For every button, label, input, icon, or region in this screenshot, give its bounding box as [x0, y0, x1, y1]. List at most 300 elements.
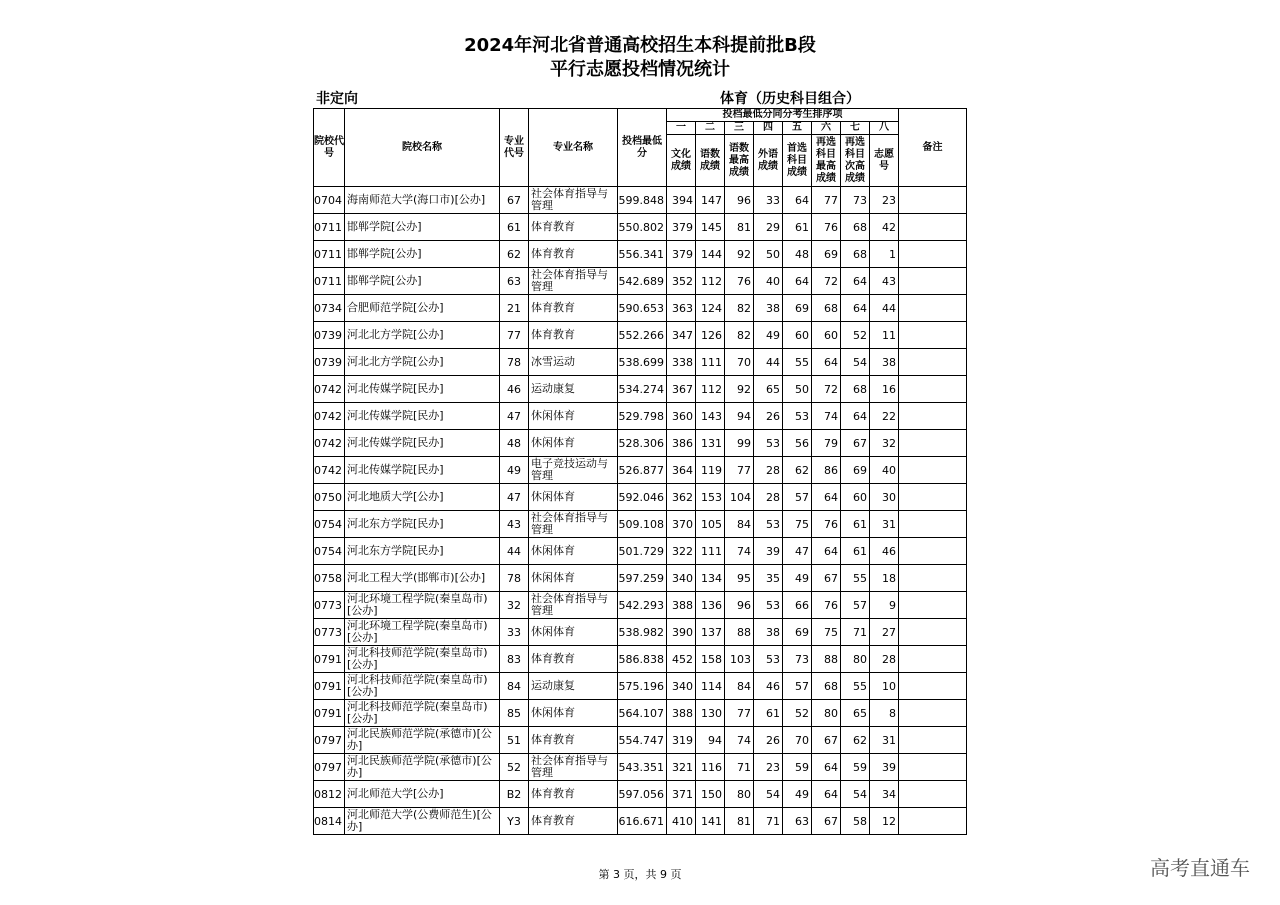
cell-remark [899, 349, 967, 376]
cell-culture: 340 [667, 673, 696, 700]
cell-school-code: 0742 [314, 430, 345, 457]
cell-second-max: 64 [812, 754, 841, 781]
cell-min-score: 597.259 [618, 565, 667, 592]
cell-first-subject: 66 [783, 592, 812, 619]
cell-chinese-math-max: 77 [725, 700, 754, 727]
cell-second-next: 55 [841, 673, 870, 700]
header-rank: 八 [870, 122, 899, 135]
cell-second-next: 62 [841, 727, 870, 754]
cell-choice-no: 30 [870, 484, 899, 511]
cell-chinese-math: 136 [696, 592, 725, 619]
cell-school-name: 邯郸学院[公办] [345, 268, 500, 295]
cell-min-score: 526.877 [618, 457, 667, 484]
cell-school-code: 0711 [314, 214, 345, 241]
header-remark: 备注 [899, 109, 967, 187]
cell-major-code: 32 [500, 592, 529, 619]
cell-major-name: 休闲体育 [529, 430, 618, 457]
cell-chinese-math: 141 [696, 808, 725, 835]
cell-school-code: 0704 [314, 187, 345, 214]
cell-second-next: 67 [841, 430, 870, 457]
cell-major-name: 社会体育指导与管理 [529, 268, 618, 295]
cell-major-code: 63 [500, 268, 529, 295]
cell-min-score: 564.107 [618, 700, 667, 727]
cell-second-max: 72 [812, 268, 841, 295]
cell-remark [899, 754, 967, 781]
cell-second-next: 64 [841, 268, 870, 295]
cell-foreign: 53 [754, 592, 783, 619]
table-row [314, 700, 967, 727]
cell-school-name: 河北传媒学院[民办] [345, 403, 500, 430]
cell-school-name: 河北民族师范学院(承德市)[公办] [345, 754, 500, 781]
cell-major-code: 61 [500, 214, 529, 241]
cell-school-name: 河北传媒学院[民办] [345, 457, 500, 484]
table-row [314, 430, 967, 457]
cell-second-next: 55 [841, 565, 870, 592]
cell-major-name: 休闲体育 [529, 565, 618, 592]
cell-second-next: 80 [841, 646, 870, 673]
cell-school-name: 河北东方学院[民办] [345, 511, 500, 538]
table-row [314, 376, 967, 403]
cell-school-name: 河北科技师范学院(秦皇岛市)[公办] [345, 700, 500, 727]
cell-second-max: 76 [812, 592, 841, 619]
cell-major-code: 67 [500, 187, 529, 214]
cell-major-code: Y3 [500, 808, 529, 835]
cell-culture: 347 [667, 322, 696, 349]
table-row [314, 673, 967, 700]
cell-major-name: 社会体育指导与管理 [529, 754, 618, 781]
cell-school-name: 河北师范大学[公办] [345, 781, 500, 808]
cell-major-code: 47 [500, 403, 529, 430]
cell-remark [899, 565, 967, 592]
cell-min-score: 509.108 [618, 511, 667, 538]
cell-chinese-math-max: 76 [725, 268, 754, 295]
cell-culture: 388 [667, 592, 696, 619]
cell-choice-no: 1 [870, 241, 899, 268]
cell-second-next: 68 [841, 376, 870, 403]
cell-school-code: 0791 [314, 700, 345, 727]
cell-foreign: 44 [754, 349, 783, 376]
cell-choice-no: 11 [870, 322, 899, 349]
cell-major-code: B2 [500, 781, 529, 808]
cell-choice-no: 31 [870, 511, 899, 538]
cell-school-code: 0711 [314, 241, 345, 268]
cell-first-subject: 50 [783, 376, 812, 403]
cell-choice-no: 39 [870, 754, 899, 781]
cell-chinese-math: 116 [696, 754, 725, 781]
cell-major-name: 社会体育指导与管理 [529, 511, 618, 538]
cell-chinese-math-max: 96 [725, 592, 754, 619]
cell-choice-no: 31 [870, 727, 899, 754]
cell-min-score: 586.838 [618, 646, 667, 673]
cell-chinese-math-max: 92 [725, 376, 754, 403]
cell-min-score: 534.274 [618, 376, 667, 403]
cell-choice-no: 27 [870, 619, 899, 646]
cell-foreign: 40 [754, 268, 783, 295]
cell-major-name: 运动康复 [529, 673, 618, 700]
cell-min-score: 538.699 [618, 349, 667, 376]
cell-second-next: 52 [841, 322, 870, 349]
cell-remark [899, 619, 967, 646]
cell-school-code: 0742 [314, 457, 345, 484]
cell-min-score: 590.653 [618, 295, 667, 322]
cell-chinese-math: 130 [696, 700, 725, 727]
cell-major-name: 体育教育 [529, 241, 618, 268]
cell-culture: 363 [667, 295, 696, 322]
cell-major-code: 43 [500, 511, 529, 538]
cell-foreign: 49 [754, 322, 783, 349]
cell-chinese-math-max: 99 [725, 430, 754, 457]
header-sort-item: 语数最高成绩 [725, 135, 754, 187]
cell-chinese-math: 114 [696, 673, 725, 700]
cell-second-max: 74 [812, 403, 841, 430]
page-footer: 第 3 页，共 9 页 [598, 868, 682, 881]
cell-choice-no: 22 [870, 403, 899, 430]
cell-school-name: 合肥师范学院[公办] [345, 295, 500, 322]
cell-major-name: 冰雪运动 [529, 349, 618, 376]
cell-school-code: 0742 [314, 403, 345, 430]
cell-school-name: 河北北方学院[公办] [345, 349, 500, 376]
table-row [314, 187, 967, 214]
cell-chinese-math: 112 [696, 376, 725, 403]
cell-culture: 410 [667, 808, 696, 835]
cell-school-code: 0758 [314, 565, 345, 592]
cell-remark [899, 646, 967, 673]
cell-first-subject: 60 [783, 322, 812, 349]
cell-foreign: 23 [754, 754, 783, 781]
cell-chinese-math-max: 92 [725, 241, 754, 268]
cell-first-subject: 64 [783, 268, 812, 295]
cell-choice-no: 12 [870, 808, 899, 835]
cell-school-name: 河北环境工程学院(秦皇岛市)[公办] [345, 592, 500, 619]
cell-chinese-math-max: 103 [725, 646, 754, 673]
cell-min-score: 597.056 [618, 781, 667, 808]
cell-school-name: 河北师范大学(公费师范生)[公办] [345, 808, 500, 835]
cell-second-next: 69 [841, 457, 870, 484]
cell-major-name: 体育教育 [529, 646, 618, 673]
table-row [314, 754, 967, 781]
cell-chinese-math-max: 71 [725, 754, 754, 781]
cell-chinese-math: 137 [696, 619, 725, 646]
cell-first-subject: 48 [783, 241, 812, 268]
cell-culture: 360 [667, 403, 696, 430]
cell-first-subject: 61 [783, 214, 812, 241]
cell-min-score: 616.671 [618, 808, 667, 835]
category-left: 非定向 [316, 91, 358, 107]
cell-school-code: 0734 [314, 295, 345, 322]
cell-school-code: 0797 [314, 727, 345, 754]
cell-second-next: 71 [841, 619, 870, 646]
cell-first-subject: 70 [783, 727, 812, 754]
cell-culture: 362 [667, 484, 696, 511]
cell-first-subject: 73 [783, 646, 812, 673]
header-sort-item: 首选科目成绩 [783, 135, 812, 187]
cell-min-score: 552.266 [618, 322, 667, 349]
cell-second-max: 64 [812, 349, 841, 376]
cell-school-code: 0754 [314, 511, 345, 538]
cell-foreign: 28 [754, 457, 783, 484]
cell-remark [899, 322, 967, 349]
cell-min-score: 556.341 [618, 241, 667, 268]
cell-foreign: 33 [754, 187, 783, 214]
cell-chinese-math: 105 [696, 511, 725, 538]
cell-second-next: 59 [841, 754, 870, 781]
table-row [314, 781, 967, 808]
cell-min-score: 554.747 [618, 727, 667, 754]
cell-school-name: 河北传媒学院[民办] [345, 430, 500, 457]
cell-second-max: 76 [812, 511, 841, 538]
cell-major-code: 47 [500, 484, 529, 511]
table-row [314, 457, 967, 484]
cell-foreign: 38 [754, 295, 783, 322]
cell-major-code: 77 [500, 322, 529, 349]
header-major-name: 专业名称 [529, 109, 618, 187]
cell-first-subject: 57 [783, 673, 812, 700]
cell-choice-no: 23 [870, 187, 899, 214]
cell-second-next: 68 [841, 214, 870, 241]
cell-chinese-math-max: 88 [725, 619, 754, 646]
cell-choice-no: 18 [870, 565, 899, 592]
cell-chinese-math: 147 [696, 187, 725, 214]
cell-culture: 452 [667, 646, 696, 673]
cell-major-code: 33 [500, 619, 529, 646]
cell-school-code: 0791 [314, 646, 345, 673]
cell-culture: 340 [667, 565, 696, 592]
cell-major-code: 46 [500, 376, 529, 403]
cell-school-name: 海南师范大学(海口市)[公办] [345, 187, 500, 214]
cell-first-subject: 49 [783, 781, 812, 808]
cell-remark [899, 457, 967, 484]
cell-school-code: 0791 [314, 673, 345, 700]
cell-chinese-math: 112 [696, 268, 725, 295]
cell-chinese-math-max: 74 [725, 538, 754, 565]
cell-foreign: 71 [754, 808, 783, 835]
cell-major-name: 休闲体育 [529, 538, 618, 565]
header-rank: 三 [725, 122, 754, 135]
cell-second-max: 69 [812, 241, 841, 268]
cell-major-name: 休闲体育 [529, 619, 618, 646]
cell-first-subject: 49 [783, 565, 812, 592]
cell-min-score: 528.306 [618, 430, 667, 457]
header-sort-item: 外语成绩 [754, 135, 783, 187]
cell-major-name: 运动康复 [529, 376, 618, 403]
cell-major-name: 体育教育 [529, 322, 618, 349]
table-row [314, 727, 967, 754]
cell-culture: 394 [667, 187, 696, 214]
cell-major-name: 休闲体育 [529, 484, 618, 511]
header-sort-item: 志愿号 [870, 135, 899, 187]
cell-culture: 322 [667, 538, 696, 565]
cell-chinese-math: 144 [696, 241, 725, 268]
table-row [314, 403, 967, 430]
header-rank: 二 [696, 122, 725, 135]
cell-foreign: 65 [754, 376, 783, 403]
cell-foreign: 35 [754, 565, 783, 592]
cell-second-next: 64 [841, 403, 870, 430]
cell-chinese-math-max: 82 [725, 322, 754, 349]
cell-foreign: 61 [754, 700, 783, 727]
page-subtitle: 平行志愿投档情况统计 [550, 59, 730, 80]
category-right: 体育（历史科目组合） [720, 91, 860, 107]
cell-major-name: 体育教育 [529, 781, 618, 808]
cell-first-subject: 52 [783, 700, 812, 727]
cell-major-name: 体育教育 [529, 214, 618, 241]
cell-remark [899, 538, 967, 565]
cell-school-code: 0750 [314, 484, 345, 511]
cell-major-code: 21 [500, 295, 529, 322]
watermark: 高考直通车 [1150, 856, 1250, 880]
cell-chinese-math-max: 95 [725, 565, 754, 592]
cell-major-name: 体育教育 [529, 808, 618, 835]
cell-second-max: 75 [812, 619, 841, 646]
cell-first-subject: 63 [783, 808, 812, 835]
cell-school-code: 0742 [314, 376, 345, 403]
cell-min-score: 575.196 [618, 673, 667, 700]
cell-foreign: 38 [754, 619, 783, 646]
cell-chinese-math-max: 81 [725, 214, 754, 241]
cell-culture: 371 [667, 781, 696, 808]
cell-major-code: 52 [500, 754, 529, 781]
cell-foreign: 26 [754, 403, 783, 430]
cell-school-name: 邯郸学院[公办] [345, 214, 500, 241]
cell-second-max: 68 [812, 673, 841, 700]
cell-chinese-math-max: 84 [725, 673, 754, 700]
cell-second-max: 86 [812, 457, 841, 484]
cell-second-max: 72 [812, 376, 841, 403]
cell-remark [899, 484, 967, 511]
cell-school-code: 0812 [314, 781, 345, 808]
cell-school-name: 邯郸学院[公办] [345, 241, 500, 268]
cell-chinese-math-max: 81 [725, 808, 754, 835]
table-row [314, 619, 967, 646]
cell-culture: 352 [667, 268, 696, 295]
cell-culture: 388 [667, 700, 696, 727]
cell-foreign: 54 [754, 781, 783, 808]
cell-chinese-math: 131 [696, 430, 725, 457]
cell-chinese-math-max: 70 [725, 349, 754, 376]
cell-major-name: 社会体育指导与管理 [529, 592, 618, 619]
cell-culture: 390 [667, 619, 696, 646]
cell-foreign: 29 [754, 214, 783, 241]
cell-second-max: 80 [812, 700, 841, 727]
cell-second-max: 67 [812, 727, 841, 754]
cell-chinese-math: 124 [696, 295, 725, 322]
header-min-score: 投档最低分 [618, 109, 667, 187]
header-rank: 四 [754, 122, 783, 135]
cell-second-max: 68 [812, 295, 841, 322]
admission-table [313, 108, 967, 835]
cell-remark [899, 241, 967, 268]
header-tie-group: 投档最低分同分考生排序项 [667, 109, 899, 122]
cell-chinese-math-max: 74 [725, 727, 754, 754]
table-row [314, 808, 967, 835]
cell-school-code: 0739 [314, 322, 345, 349]
cell-first-subject: 62 [783, 457, 812, 484]
cell-second-max: 67 [812, 565, 841, 592]
cell-second-next: 60 [841, 484, 870, 511]
cell-chinese-math: 126 [696, 322, 725, 349]
cell-school-code: 0797 [314, 754, 345, 781]
cell-chinese-math-max: 77 [725, 457, 754, 484]
cell-chinese-math-max: 80 [725, 781, 754, 808]
cell-first-subject: 57 [783, 484, 812, 511]
cell-remark [899, 214, 967, 241]
cell-chinese-math-max: 84 [725, 511, 754, 538]
table-row [314, 592, 967, 619]
table-row [314, 484, 967, 511]
cell-school-name: 河北民族师范学院(承德市)[公办] [345, 727, 500, 754]
cell-school-name: 河北科技师范学院(秦皇岛市)[公办] [345, 673, 500, 700]
cell-choice-no: 42 [870, 214, 899, 241]
cell-remark [899, 808, 967, 835]
header-sort-item: 再选科目最高成绩 [812, 135, 841, 187]
cell-chinese-math-max: 104 [725, 484, 754, 511]
cell-major-code: 84 [500, 673, 529, 700]
cell-first-subject: 69 [783, 619, 812, 646]
cell-major-code: 49 [500, 457, 529, 484]
table-row [314, 565, 967, 592]
cell-choice-no: 16 [870, 376, 899, 403]
cell-chinese-math: 111 [696, 538, 725, 565]
cell-major-code: 78 [500, 565, 529, 592]
cell-school-name: 河北工程大学(邯郸市)[公办] [345, 565, 500, 592]
cell-first-subject: 69 [783, 295, 812, 322]
cell-remark [899, 430, 967, 457]
header-rank: 七 [841, 122, 870, 135]
cell-remark [899, 511, 967, 538]
cell-culture: 321 [667, 754, 696, 781]
cell-second-next: 54 [841, 781, 870, 808]
cell-min-score: 542.689 [618, 268, 667, 295]
cell-remark [899, 295, 967, 322]
cell-foreign: 28 [754, 484, 783, 511]
cell-min-score: 592.046 [618, 484, 667, 511]
cell-choice-no: 10 [870, 673, 899, 700]
cell-school-code: 0711 [314, 268, 345, 295]
cell-foreign: 53 [754, 646, 783, 673]
cell-choice-no: 44 [870, 295, 899, 322]
cell-chinese-math-max: 96 [725, 187, 754, 214]
cell-culture: 364 [667, 457, 696, 484]
cell-second-max: 67 [812, 808, 841, 835]
cell-major-code: 78 [500, 349, 529, 376]
cell-major-code: 51 [500, 727, 529, 754]
cell-second-next: 73 [841, 187, 870, 214]
cell-choice-no: 40 [870, 457, 899, 484]
cell-chinese-math: 134 [696, 565, 725, 592]
cell-school-code: 0739 [314, 349, 345, 376]
cell-second-max: 60 [812, 322, 841, 349]
table-row [314, 646, 967, 673]
cell-chinese-math: 153 [696, 484, 725, 511]
cell-school-code: 0754 [314, 538, 345, 565]
cell-major-name: 体育教育 [529, 727, 618, 754]
header-major-code: 专业代号 [500, 109, 529, 187]
header-rank: 一 [667, 122, 696, 135]
cell-second-max: 79 [812, 430, 841, 457]
cell-remark [899, 403, 967, 430]
cell-first-subject: 64 [783, 187, 812, 214]
cell-min-score: 543.351 [618, 754, 667, 781]
cell-foreign: 53 [754, 511, 783, 538]
header-sort-item: 语数成绩 [696, 135, 725, 187]
cell-min-score: 538.982 [618, 619, 667, 646]
cell-first-subject: 55 [783, 349, 812, 376]
table-row [314, 322, 967, 349]
cell-major-code: 83 [500, 646, 529, 673]
cell-second-max: 64 [812, 781, 841, 808]
cell-culture: 367 [667, 376, 696, 403]
cell-second-max: 64 [812, 538, 841, 565]
